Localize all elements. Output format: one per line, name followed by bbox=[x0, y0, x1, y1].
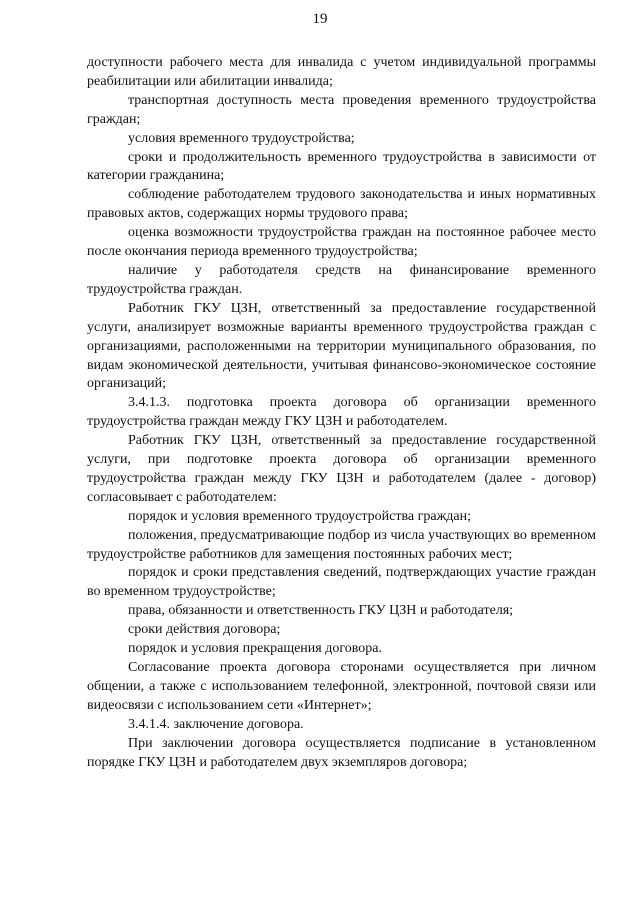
paragraph-16: порядок и условия прекращения договора. bbox=[128, 641, 382, 657]
paragraph-5: соблюдение работодателем трудового законодательства и иных нормативных правовых актов, содержащих нормы трудового права; bbox=[87, 187, 596, 222]
paragraph-15: сроки действия договора; bbox=[128, 622, 281, 638]
paragraph-2: транспортная доступность места проведения временного трудоустройства граждан; bbox=[87, 92, 596, 127]
paragraph-12: положения, предусматривающие подбор из числа участвующих во временном трудоустройстве работников для замещения постоянных рабочих мест; bbox=[87, 527, 596, 562]
paragraph-4: сроки и продолжительность временного трудоустройства в зависимости от категории гражданина; bbox=[87, 149, 596, 184]
paragraph-6: оценка возможности трудоустройства граждан на постоянное рабочее место после окончания периода временного трудоустройства; bbox=[87, 225, 596, 260]
paragraph-3: условия временного трудоустройства; bbox=[128, 130, 355, 146]
paragraph-1: доступности рабочего места для инвалида с учетом индивидуальной программы реабилитации или абилитации инвалида; bbox=[87, 55, 596, 89]
paragraph-13: порядок и сроки представления сведений, подтверждающих участие граждан во временном трудоустройстве; bbox=[87, 565, 596, 600]
paragraph-19: При заключении договора осуществляется подписание в установленном порядке ГКУ ЦЗН и работодателем двух экземпляров договора; bbox=[87, 735, 596, 770]
paragraph-11: порядок и условия временного трудоустройства граждан; bbox=[128, 508, 471, 524]
document-body bbox=[87, 54, 596, 772]
paragraph-17: Согласование проекта договора сторонами осуществляется при личном общении, а также с использованием телефонной, электронной, почтовой связи или видеосвязи с использованием сети «Интернет»; bbox=[87, 660, 596, 713]
paragraph-18: 3.4.1.4. заключение договора. bbox=[128, 716, 304, 732]
page-number: 19 bbox=[312, 11, 328, 27]
paragraph-10: Работник ГКУ ЦЗН, ответственный за предоставление государственной услуги, при подготовке проекта договора об организации временного трудоустройства граждан между ГКУ ЦЗН и работодателем (далее - договор) согласовывает с работодателем: bbox=[87, 433, 596, 505]
paragraph-7: наличие у работодателя средств на финансирование временного трудоустройства граждан. bbox=[87, 262, 596, 297]
paragraph-14: права, обязанности и ответственность ГКУ ЦЗН и работодателя; bbox=[128, 603, 514, 619]
paragraph-8: Работник ГКУ ЦЗН, ответственный за предоставление государственной услуги, анализирует возможные варианты временного трудоустройства граждан с организациями, расположенными на территории муниципального образования, по видам экономической деятельности, учитывая финансово-экономическое состояние организаций; bbox=[87, 300, 596, 392]
paragraph-9: 3.4.1.3. подготовка проекта договора об организации временного трудоустройства граждан между ГКУ ЦЗН и работодателем. bbox=[87, 395, 596, 430]
